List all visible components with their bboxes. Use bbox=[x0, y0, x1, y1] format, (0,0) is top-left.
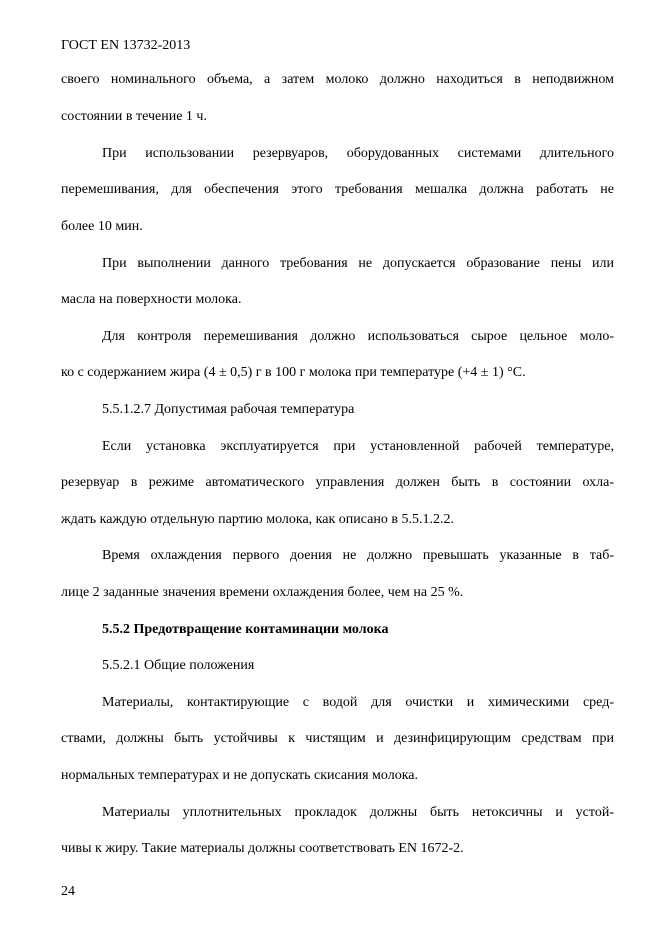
text-line: лице 2 заданные значения времени охлаждения более, чем на 25 %. bbox=[61, 585, 464, 600]
text-line: масла на поверхности молока. bbox=[61, 292, 242, 307]
section-heading: 5.5.2 Предотвращение контаминации молока bbox=[102, 622, 389, 637]
paragraph-start-line: Материалы, контактирующие с водой для очистки и химическими сред- bbox=[102, 695, 614, 710]
text-line: ствами, должны быть устойчивы к чистящим и дезинфицирующим средствам при bbox=[61, 731, 614, 746]
text-line: состоянии в течение 1 ч. bbox=[61, 109, 207, 124]
text-line: ждать каждую отдельную партию молока, как описано в 5.5.1.2.2. bbox=[61, 512, 454, 527]
paragraph-start-line: Для контроля перемешивания должно использоваться сырое цельное моло- bbox=[102, 329, 614, 344]
text-line: перемешивания, для обеспечения этого требования мешалка должна работать не bbox=[61, 182, 614, 197]
text-line: нормальных температурах и не допускать скисания молока. bbox=[61, 768, 419, 783]
paragraph-start-line: Если установка эксплуатируется при установленной рабочей температуре, bbox=[102, 439, 614, 454]
subsection-heading: 5.5.1.2.7 Допустимая рабочая температура bbox=[102, 402, 355, 417]
text-line: резервуар в режиме автоматического управления должен быть в состоянии охла- bbox=[61, 475, 614, 490]
text-line: своего номинального объема, а затем молоко должно находиться в неподвижном bbox=[61, 72, 614, 87]
document-code-header: ГОСТ EN 13732-2013 bbox=[61, 38, 191, 53]
page-number: 24 bbox=[61, 884, 75, 899]
text-line: более 10 мин. bbox=[61, 219, 143, 234]
paragraph-start-line: Время охлаждения первого доения не должно превышать указанные в таб- bbox=[102, 548, 614, 563]
paragraph-start-line: Материалы уплотнительных прокладок должны быть нетоксичны и устой- bbox=[102, 805, 614, 820]
paragraph-start-line: При использовании резервуаров, оборудованных системами длительного bbox=[102, 146, 614, 161]
subsection-heading: 5.5.2.1 Общие положения bbox=[102, 658, 255, 673]
text-line: ко с содержанием жира (4 ± 0,5) г в 100 г молока при температуре (+4 ± 1) °С. bbox=[61, 365, 526, 380]
text-line: чивы к жиру. Такие материалы должны соответствовать EN 1672-2. bbox=[61, 841, 464, 856]
paragraph-start-line: При выполнении данного требования не допускается образование пены или bbox=[102, 256, 614, 271]
